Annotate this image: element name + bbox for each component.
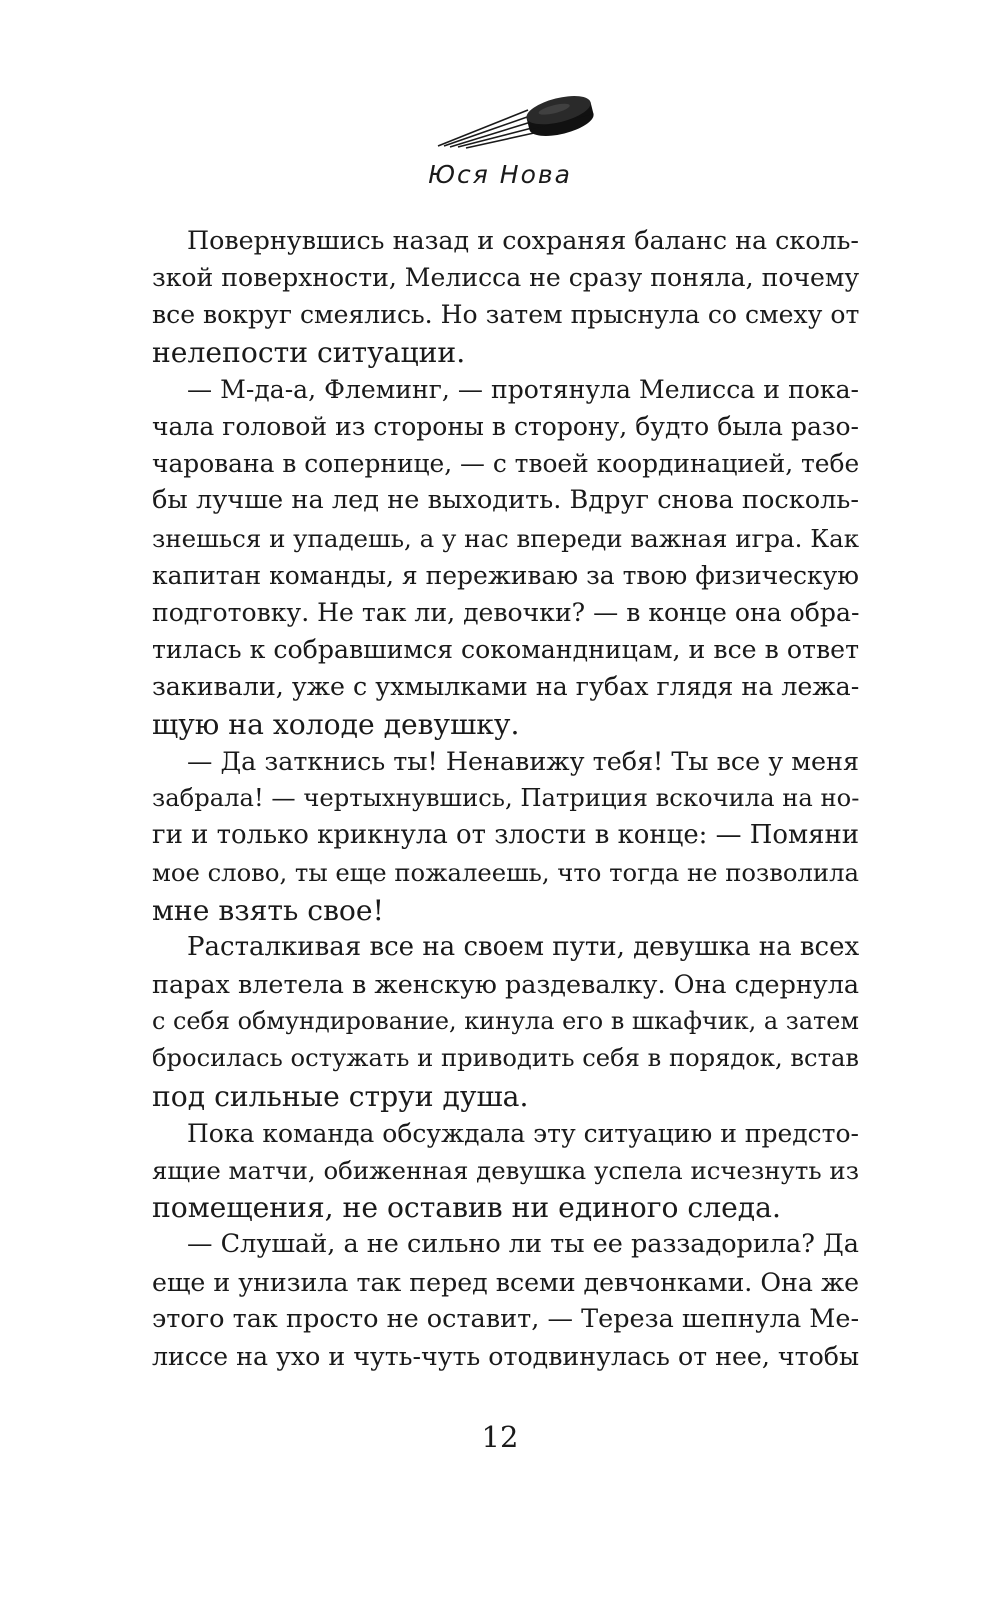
text-line: мне взять свое! [152, 893, 384, 927]
text-line: — М-да-а, Флеминг, — протянула Мелисса и пока- [187, 374, 859, 404]
text-line: мое слово, ты еще пожалеешь, что тогда не позволила [152, 858, 859, 888]
text-line: щую на холоде девушку. [152, 707, 520, 741]
text-line: с себя обмундирование, кинула его в шкафчик, а затем [152, 1007, 859, 1036]
text-line: Пока команда обсуждала эту ситуацию и предсто- [187, 1118, 859, 1148]
text-line: этого так просто не оставит, — Тереза шепнула Ме- [152, 1303, 860, 1334]
text-line: Повернувшись назад и сохраняя баланс на сколь- [187, 225, 859, 255]
text-line: тилась к собравшимся сокомандницам, и все в ответ [152, 635, 859, 665]
text-line: нелепости ситуации. [152, 335, 466, 369]
page-body [152, 222, 859, 1375]
page-number: 12 [481, 1420, 519, 1454]
text-line: знешься и упадешь, а у нас впереди важная игра. Как [152, 523, 859, 553]
text-line: помещения, не оставив ни единого следа. [152, 1191, 781, 1225]
text-line: чарована в сопернице, — с твоей координацией, тебе [152, 449, 860, 479]
text-line: ящие матчи, обиженная девушка успела исчезнуть из [152, 1156, 859, 1186]
text-line: бросилась остужать и приводить себя в порядок, встав [152, 1044, 859, 1073]
text-line: капитан команды, я переживаю за твою физическую [152, 560, 859, 590]
text-line: парах влетела в женскую раздевалку. Она сдернула [152, 969, 860, 1000]
text-line: забрала! — чертыхнувшись, Патриция вскочила на но- [152, 784, 860, 813]
text-line: лиссе на ухо и чуть-чуть отодвинулась от нее, чтобы [152, 1342, 860, 1372]
text-line: Расталкивая все на своем пути, девушка на всех [187, 931, 860, 962]
text-line: еще и унизила так перед всеми девчонками. Она же [152, 1267, 860, 1297]
text-line: под сильные струи душа. [152, 1079, 529, 1113]
text-line: ги и только крикнула от злости в конце: — Помяни [152, 820, 859, 851]
text-line: чала головой из стороны в сторону, будто была разо- [152, 412, 859, 442]
text-line: подготовку. Не так ли, девочки? — в конце она обра- [152, 598, 860, 628]
text-line: — Да заткнись ты! Ненавижу тебя! Ты все у меня [187, 745, 859, 776]
text-line: бы лучше на лед не выходить. Вдруг снова посколь- [152, 485, 859, 516]
hockey-puck-icon [430, 88, 600, 150]
text-line: закивали, уже с ухмылками на губах глядя на лежа- [152, 672, 860, 702]
author-name: Юся Нова [428, 160, 572, 189]
text-line: зкой поверхности, Мелисса не сразу поняла, почему [152, 263, 860, 293]
running-header [0, 88, 1000, 198]
text-line: все вокруг смеялись. Но затем прыснула со смеху от [152, 300, 860, 330]
text-line: — Слушай, а не сильно ли ты ее раззадорила? Да [187, 1229, 859, 1260]
